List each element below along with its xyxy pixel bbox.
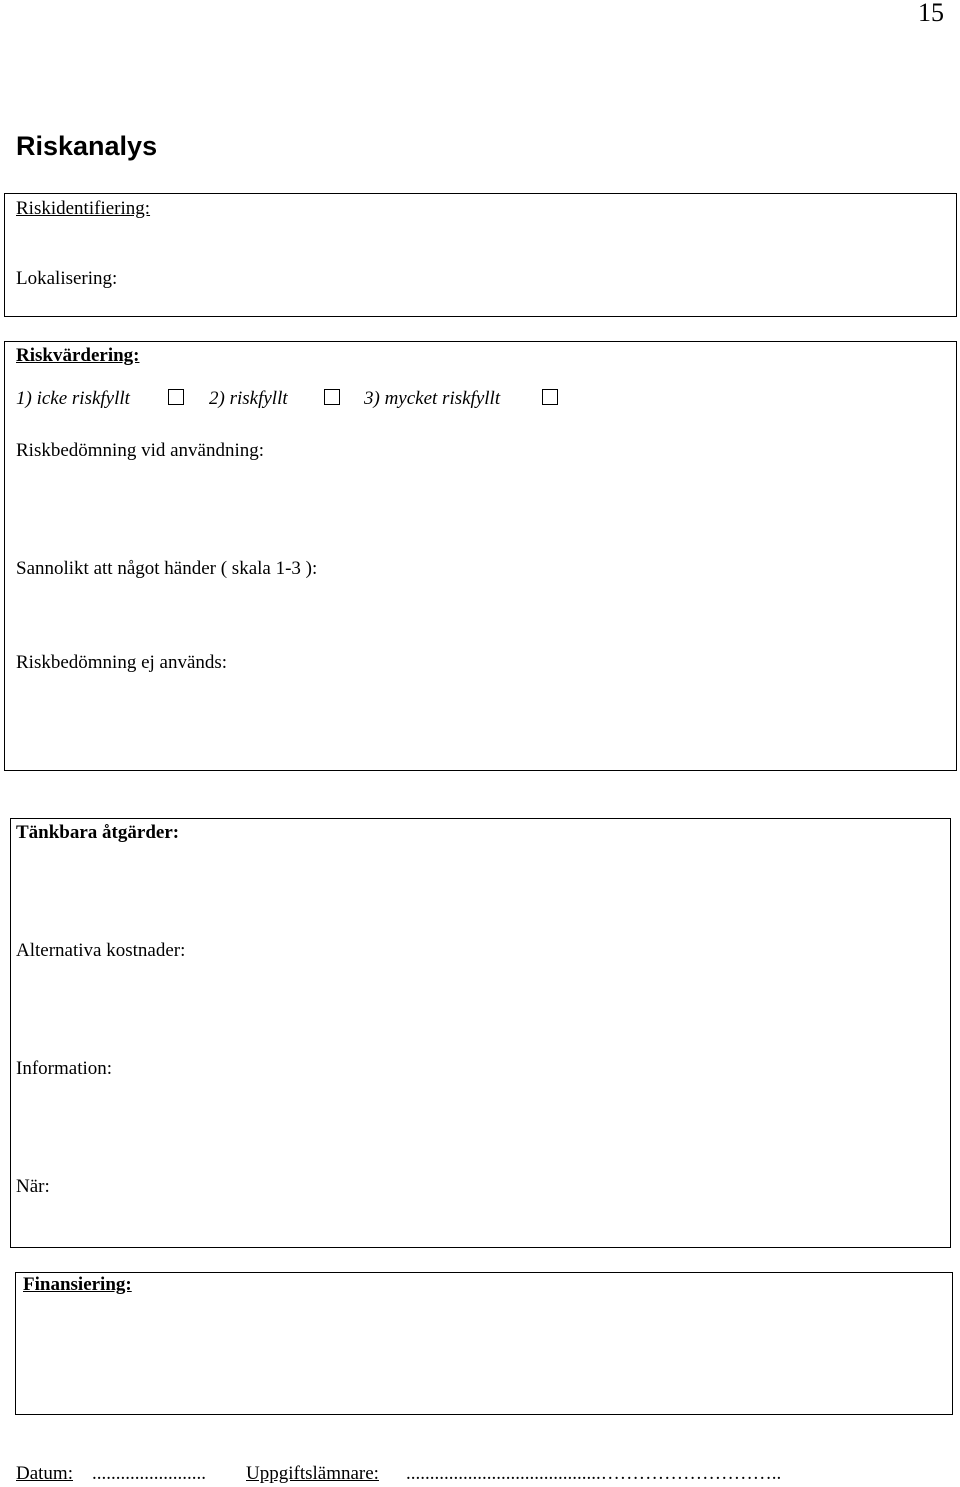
checkbox-risky[interactable] (324, 389, 340, 405)
financing-heading: Finansiering: (23, 1274, 132, 1295)
probability-label: Sannolikt att något händer ( skala 1-3 ): (16, 558, 318, 579)
date-field[interactable]: ........................ (92, 1463, 206, 1484)
risk-evaluation-heading: Riskvärdering: (16, 345, 140, 366)
financing-section (15, 1272, 953, 1415)
checkbox-very-risky[interactable] (542, 389, 558, 405)
provider-label: Uppgiftslämnare: (246, 1463, 379, 1484)
date-label: Datum: (16, 1463, 73, 1484)
information-label: Information: (16, 1058, 113, 1079)
when-label: När: (16, 1176, 50, 1197)
option-label-not-risky: 1) icke riskfyllt (16, 388, 130, 409)
provider-field[interactable]: .........................................……………………….. (406, 1463, 782, 1484)
measures-section (10, 818, 951, 1248)
option-label-very-risky: 3) mycket riskfyllt (364, 388, 501, 409)
risk-not-used-label: Riskbedömning ej används: (16, 652, 228, 673)
location-label: Lokalisering: (16, 268, 118, 289)
checkbox-not-risky[interactable] (168, 389, 184, 405)
option-label-risky: 2) riskfyllt (209, 388, 288, 409)
measures-heading: Tänkbara åtgärder: (16, 822, 180, 843)
alternative-costs-label: Alternativa kostnader: (16, 940, 186, 961)
page-number: 15 (918, 0, 944, 27)
risk-in-use-label: Riskbedömning vid användning: (16, 440, 265, 461)
page-title: Riskanalys (16, 131, 158, 161)
risk-identification-heading: Riskidentifiering: (16, 198, 151, 219)
